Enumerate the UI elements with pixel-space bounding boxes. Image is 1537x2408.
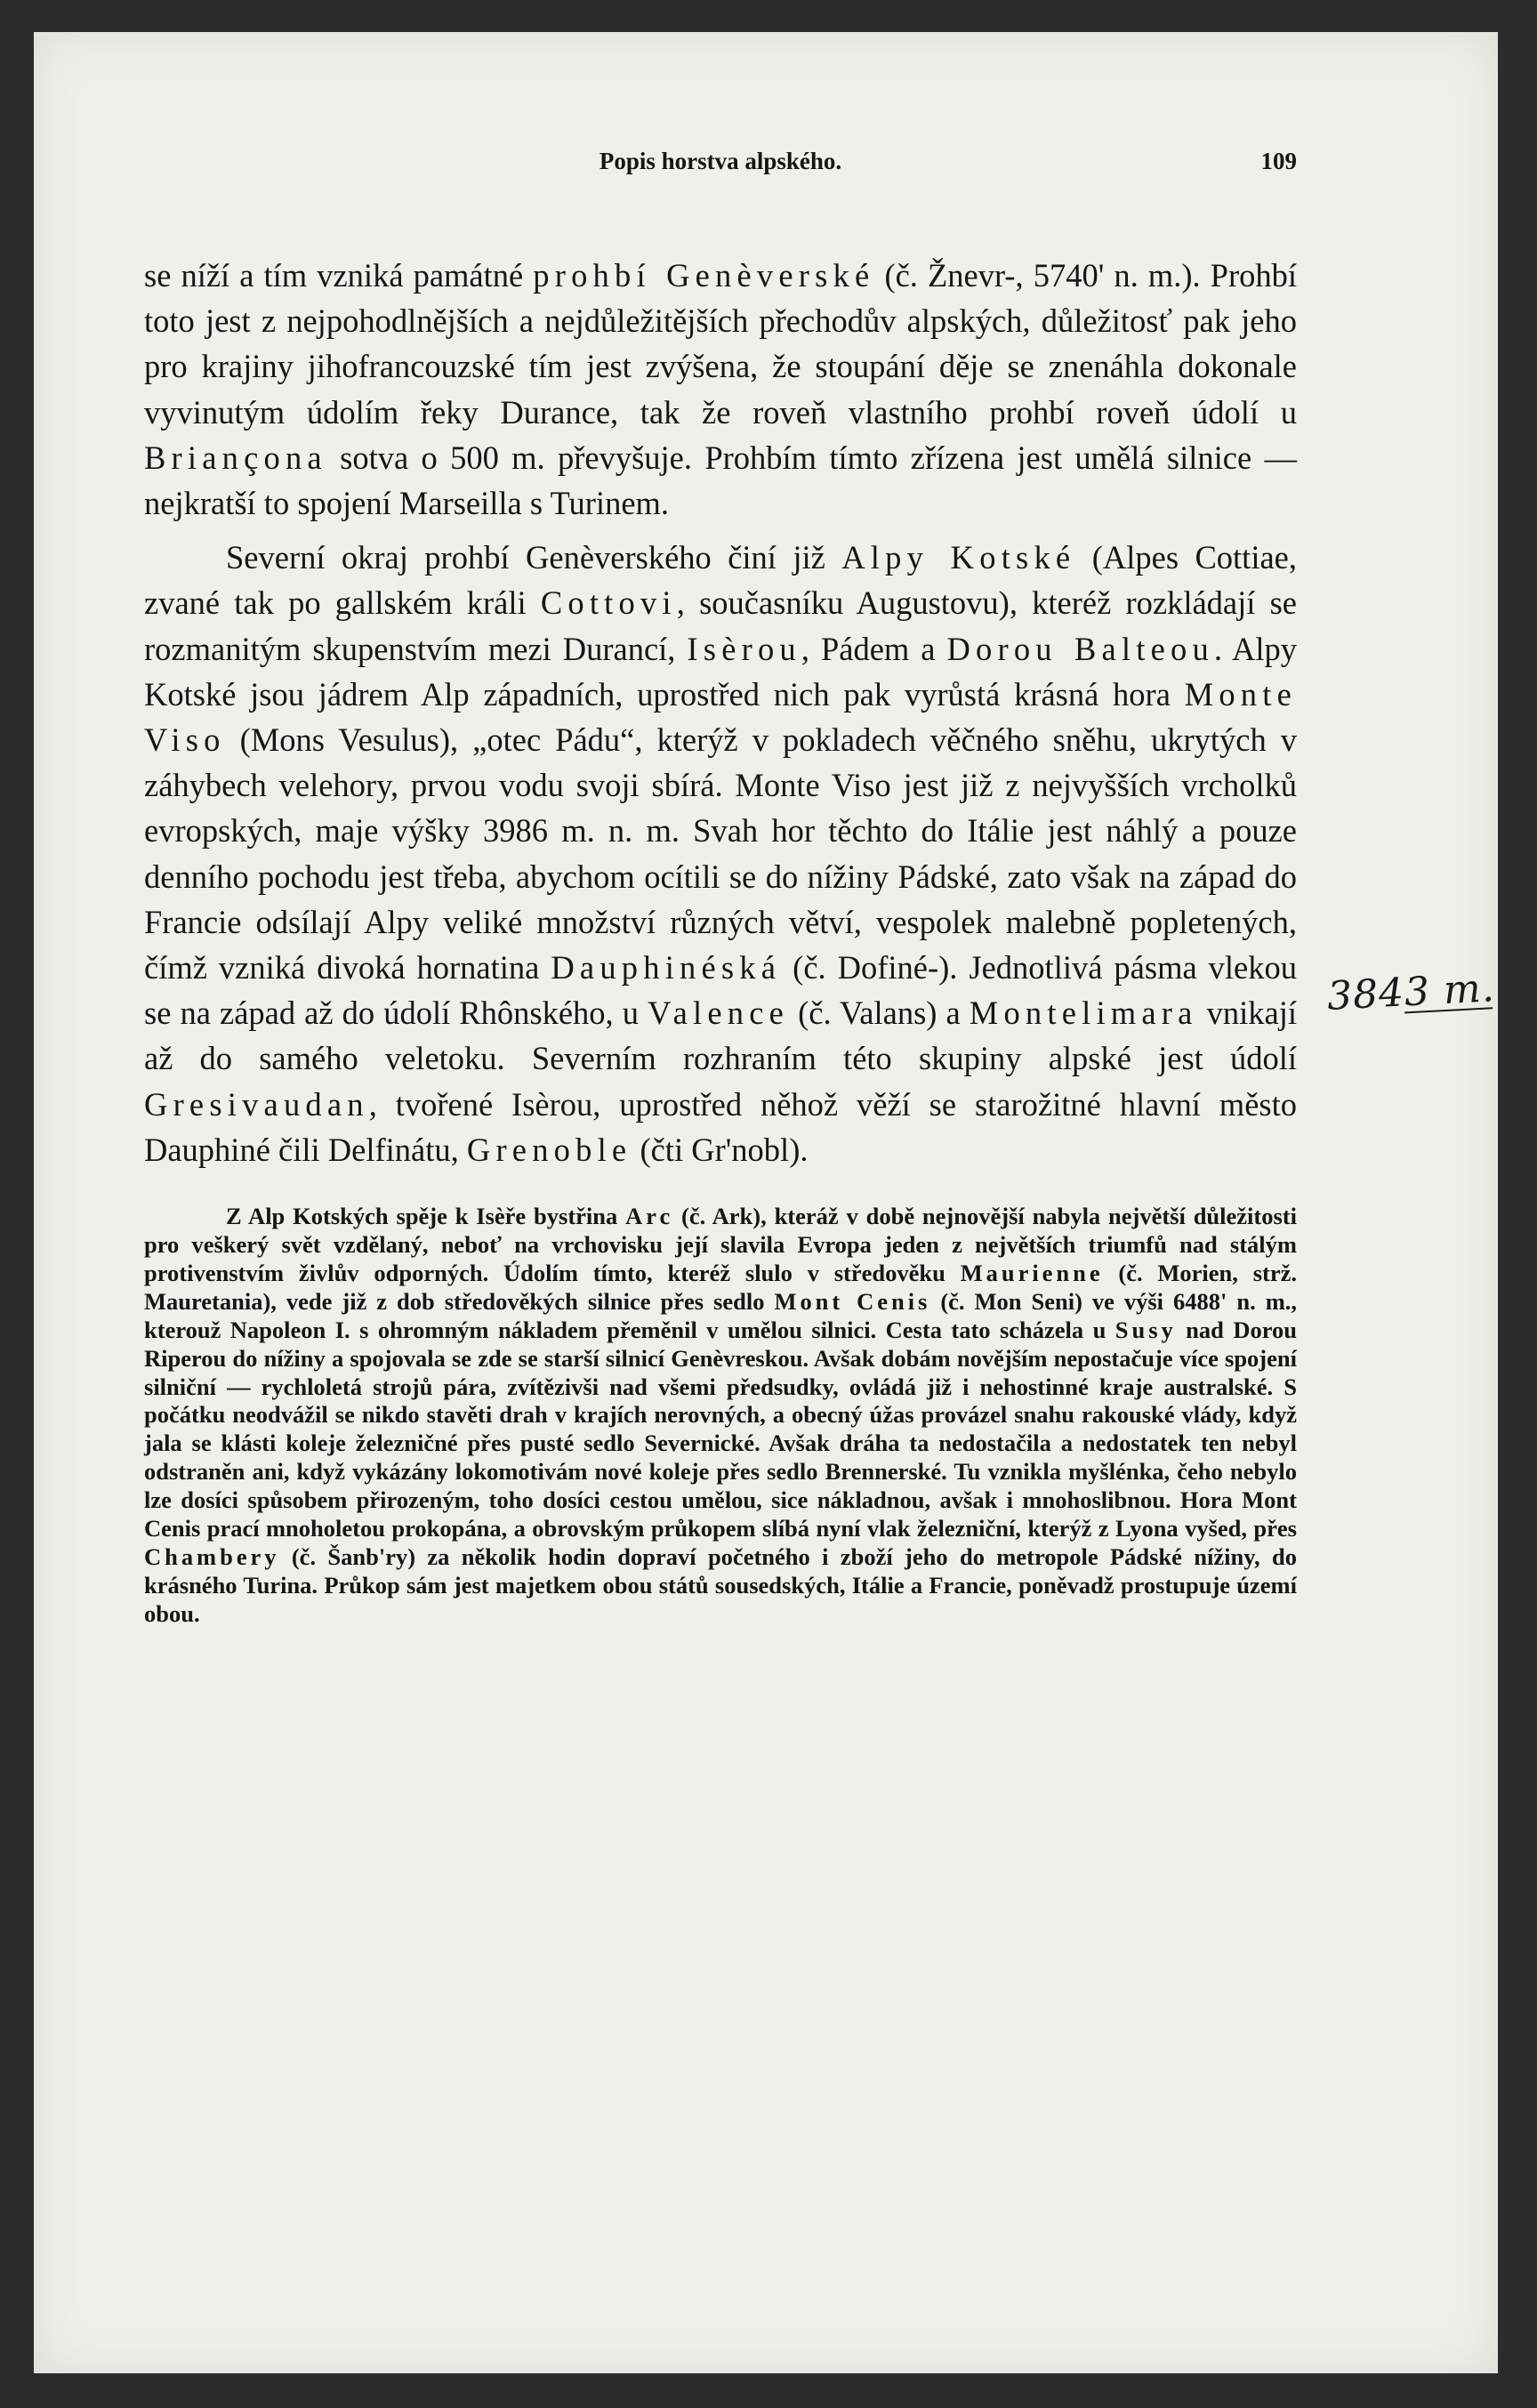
spaced-term: Arc	[625, 1203, 674, 1230]
spaced-term: Chambery	[144, 1542, 280, 1570]
text-run: (čti Gr'nobl).	[632, 1131, 809, 1168]
text-run: (č. Valans) a	[789, 995, 970, 1032]
text-run: (č. Ark), kteráž v době nejnovější nabyla největší důležitosti pro veškerý svět vzdělaný, neboť na vrchovisku její slavila Evropa jeden z největších triumfů nad stálým protivenstvím živlův odporných. Údolím tímto, kteréž slulo v středověku	[144, 1203, 1297, 1286]
text-run: (Mons Vesulus), „otec Pádu“, kterýž v pokladech věčného sněhu, ukrytých v záhybech velehory, prvou vodu svoji sbírá. Monte Viso jest již z nejvyšších vrcholků evropských, maje výšky 3986 m. n. m. Svah hor těchto do Itálie jest náhlý a pouze denního pochodu jest třeba, abychom ocítili se do nížiny Pádské, zato však na západ do Francie odsílají Alpy veliké množství různých větví, vespolek malebně popletených, čímž vzniká divoká hornatina	[144, 721, 1297, 987]
text-run: (č. Morien, strž. Mauretania), vede již z dob středověkých silnice přes sedlo	[144, 1259, 1297, 1315]
spaced-term: Susy	[1115, 1316, 1177, 1343]
text-run: se níží a tím vzniká památné	[144, 257, 534, 294]
spaced-term: Gresivaudan	[144, 1085, 369, 1123]
text-run: Severní okraj prohbí Genèverského činí již	[226, 539, 842, 576]
spaced-term: Alpy Kotské	[841, 539, 1076, 576]
handwritten-margin-note: 3843 m.	[1325, 965, 1496, 1019]
paragraph-2	[144, 535, 1297, 1172]
body-text	[144, 253, 1297, 1172]
footnote	[144, 1203, 1297, 1629]
text-block	[144, 148, 1297, 1652]
running-title: Popis horstva alpského.	[599, 148, 842, 174]
spaced-term: Dorou Balteou	[946, 630, 1214, 667]
spaced-term: Valence	[648, 995, 790, 1032]
text-run: sotva o 500 m. převyšuje. Prohbím tímto zřízena jest umělá silnice — nejkratší to spojení Marseilla s Turinem.	[144, 439, 1297, 522]
spaced-term: Monte Viso	[144, 675, 1297, 759]
text-run: (č. Dofiné-). Jednotlivá pásma vlekou se na západ až do údolí Rhônského, u	[144, 949, 1297, 1032]
spaced-term: Montelimara	[969, 995, 1198, 1032]
page-number: 109	[1260, 148, 1297, 174]
paragraph-1	[144, 253, 1297, 526]
spaced-term: prohbí Genèverské	[533, 257, 875, 294]
book-page	[34, 32, 1498, 2373]
text-run: , současníku Augustovu), kteréž rozkládají se rozmanitým skupenstvím mezi Durancí,	[144, 584, 1297, 667]
running-head	[144, 148, 1297, 201]
spaced-term: Dauphinéská	[551, 949, 782, 987]
spaced-term: Cottovi	[540, 584, 677, 622]
text-run: (č. Šanb'ry) za několik hodin dopraví početného i zboží jeho do metropole Pádské nížiny, do krásného Turina. Průkop sám jest majetkem obou států sousedských, Itálie a Francie, poněvadž prostupuje území obou.	[144, 1542, 1297, 1627]
text-run: (Alpes Cottiae, zvané tak po gallském králi	[144, 539, 1297, 622]
spaced-term: Grenoble	[466, 1131, 632, 1168]
spaced-term: Mont Cenis	[774, 1287, 931, 1315]
text-run: (č. Žnevr-, 5740' n. m.). Prohbí toto jest z nejpohodlnějších a nejdůležitějších přechodův alpských, důležitosť pak jeho pro krajiny jihofrancouzské tím jest zvýšena, že stoupání děje se znenáhla dokonale vyvinutým údolím řeky Durance, tak že roveň vlastního prohbí roveň údolí u	[144, 257, 1297, 431]
text-run: , Pádem a	[801, 630, 947, 667]
text-run: nad Dorou Riperou do nížiny a spojovala se zde se starší silnicí Genèvreskou. Avšak dobám novějším nepostačuje více spojení silniční — rychloletá strojů pára, zvítězivši nad všemi předsudky, ovládá již i nehostinné kraje australské. S počátku neodvážil se nikdo stavěti drah v krajích nerovných, a obecný úžas provázel snahu rakouské vlády, když jala se klásti koleje železničné přes pusté sedlo Severnické. Avšak dráha ta nedostačila a nedostatek ten nebyl odstraněn ani, když vykázány lokomotivám nové koleje přes sedlo Brennerské. Tu vznikla myšlénka, čeho nebylo lze dosíci spůsobem přirozeným, toho dosíci cestou umělou, sice nákladnou, avšak i mnohoslibnou. Hora Mont Cenis prací mnoholetou prokopána, a obrovským průkopem slíbá nyní vlak železniční, kterýž z Lyona vyšed, přes	[144, 1316, 1297, 1542]
text-run: , tvořené Isèrou, uprostřed něhož věží se starožitné hlavní město Dauphiné čili Delfinátu,	[144, 1085, 1297, 1168]
spaced-term: Maurienne	[960, 1259, 1104, 1286]
spaced-term: Isèrou	[687, 630, 801, 667]
text-run: . Alpy Kotské jsou jádrem Alp západních, uprostřed nich pak vyrůstá krásná hora	[144, 630, 1297, 713]
text-run: (č. Mon Seni) ve výši 6488' n. m., kterouž Napoleon I. s ohromným nákladem přeměnil v umělou silnici. Cesta tato scházela u	[144, 1287, 1298, 1343]
text-run: vnikají až do samého veletoku. Severním rozhraním této skupiny alpské jest údolí	[144, 995, 1298, 1077]
text-run: Z Alp Kotských spěje k Isèře bystřina	[226, 1203, 626, 1230]
spaced-term: Briançona	[144, 439, 327, 476]
